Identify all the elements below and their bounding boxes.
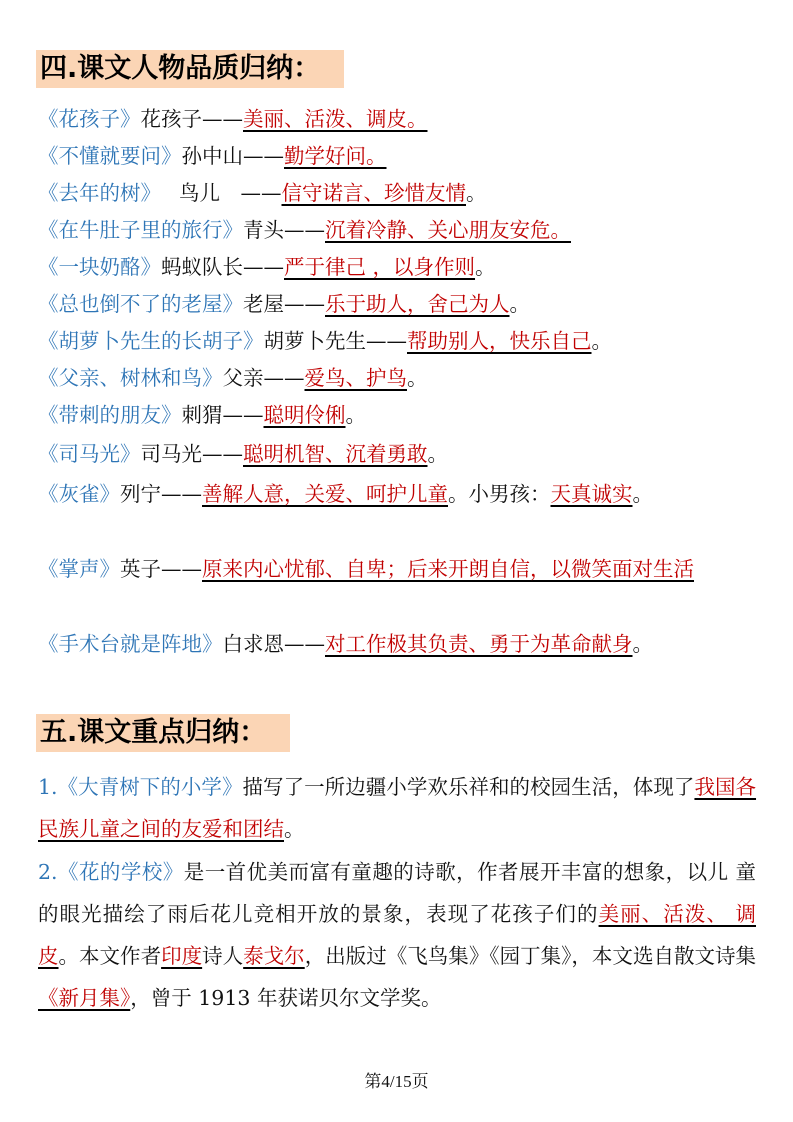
point-text: 是一首优美而富有童趣的诗歌，作者展开丰富的想象，以儿 童的眼光描绘了雨后花儿竞相开放的景象，表现了花孩子们的: [38, 860, 757, 926]
book-title: 《花孩子》: [38, 107, 141, 131]
item-tail: 。: [632, 482, 653, 506]
quality-text: 聪明机智、沉着勇敢: [243, 442, 428, 466]
quality-text: 信守诺言、珍惜友情: [281, 181, 466, 205]
quality-text: 爱鸟、护鸟: [304, 366, 407, 390]
character-name: 胡萝卜先生——: [263, 329, 407, 353]
item-tail: 。: [509, 292, 530, 316]
quality-item: [38, 106, 757, 132]
quality-text: 帮助别人，快乐自己: [407, 329, 592, 353]
book-title: 《灰雀》: [38, 482, 120, 506]
item-tail: 。: [466, 181, 487, 205]
quality-text: 乐于助人，舍己为人: [325, 292, 510, 316]
book-title: 《在牛肚子里的旅行》: [38, 218, 243, 242]
quality-item: [38, 143, 757, 169]
quality-item: [38, 476, 757, 513]
book-title: 《总也倒不了的老屋》: [38, 292, 243, 316]
quality-text: 原来内心忧郁、自卑；后来开朗自信，以微笑面对生活: [202, 557, 694, 581]
character-name: 蚂蚁队长——: [161, 255, 284, 279]
highlight-text: 我国各民族儿童之间的友爱和团结: [38, 775, 757, 841]
highlight-text: 美丽、活泼、 调皮: [38, 902, 756, 968]
highlight-text: 《新月集》: [38, 986, 131, 1010]
quality-item: [38, 254, 757, 280]
book-title: 《掌声》: [38, 557, 120, 581]
quality-item: [38, 626, 757, 663]
highlight-text: 印度: [161, 944, 203, 968]
point-text: 。本文作者: [58, 944, 162, 968]
quality-item: [38, 180, 757, 206]
quality-item: [38, 291, 757, 317]
book-title: 《花的学校》: [57, 860, 184, 884]
quality-text: 善解人意，关爱、呵护儿童: [202, 482, 448, 506]
character-name: 刺猬——: [181, 403, 264, 427]
quality-text: 严于律己 ，以身作则: [284, 255, 476, 279]
item-mid: 。小男孩：: [448, 482, 551, 506]
quality-text: 对工作极其负责、勇于为革命献身: [325, 632, 633, 656]
quality-item: [38, 402, 757, 428]
quality-text-2: 天真诚实: [550, 482, 633, 506]
quality-text: 沉着冷静、关心朋友安危。: [325, 218, 571, 242]
item-tail: 。: [591, 329, 612, 353]
character-name: 鸟儿 ——: [179, 181, 282, 205]
quality-text: 美丽、活泼、调皮。: [243, 107, 428, 131]
book-title: 《不懂就要问》: [38, 144, 182, 168]
quality-text: 聪明伶俐: [263, 403, 346, 427]
book-title: 《父亲、树林和鸟》: [38, 366, 223, 390]
point-number: 2.: [38, 860, 58, 884]
quality-item: [38, 365, 757, 391]
item-tail: 。: [427, 442, 448, 466]
item-tail: 。: [345, 403, 366, 427]
point-text: 描写了一所边疆小学欢乐祥和的校园生活，体现了: [242, 775, 695, 799]
book-title: 《大青树下的小学》: [57, 775, 243, 799]
quality-item: [38, 551, 757, 588]
highlight-text: 泰戈尔: [243, 944, 305, 968]
book-title: 《去年的树》: [38, 181, 161, 205]
key-point-2: [38, 851, 756, 1019]
item-tail: 。: [407, 366, 428, 390]
point-number: 1.: [38, 775, 58, 799]
point-text: ，曾于 1913 年获诺贝尔文学奖。: [130, 986, 442, 1010]
character-name: 青头——: [243, 218, 325, 242]
section-5-heading: 五.课文重点归纳：: [36, 714, 290, 752]
point-text: 诗人: [202, 944, 244, 968]
key-point-1: [38, 766, 756, 850]
quality-item: [38, 217, 757, 243]
book-title: 《手术台就是阵地》: [38, 632, 223, 656]
item-tail: 。: [475, 255, 496, 279]
item-tail: 。: [632, 632, 653, 656]
page-number: 第4/15页: [364, 1072, 429, 1091]
quality-text: 勤学好问。: [284, 144, 387, 168]
character-name: 英子——: [120, 557, 202, 581]
point-end: 。: [284, 817, 305, 841]
book-title: 《带刺的朋友》: [38, 403, 182, 427]
point-text: ，出版过《飞鸟集》《园丁集》，本文选自散文诗集: [304, 944, 757, 968]
character-name: 孙中山——: [181, 144, 284, 168]
character-name: 老屋——: [243, 292, 325, 316]
quality-item: [38, 328, 757, 354]
character-name: 白求恩——: [222, 632, 325, 656]
book-title: 《司马光》: [38, 442, 141, 466]
character-name: 列宁——: [120, 482, 202, 506]
section-4-heading: 四.课文人物品质归纳：: [36, 50, 344, 88]
character-name: 花孩子——: [140, 107, 243, 131]
character-name: 父亲——: [222, 366, 305, 390]
quality-item: [38, 441, 757, 467]
character-name: 司马光——: [140, 442, 243, 466]
book-title: 《一块奶酪》: [38, 255, 161, 279]
book-title: 《胡萝卜先生的长胡子》: [38, 329, 264, 353]
